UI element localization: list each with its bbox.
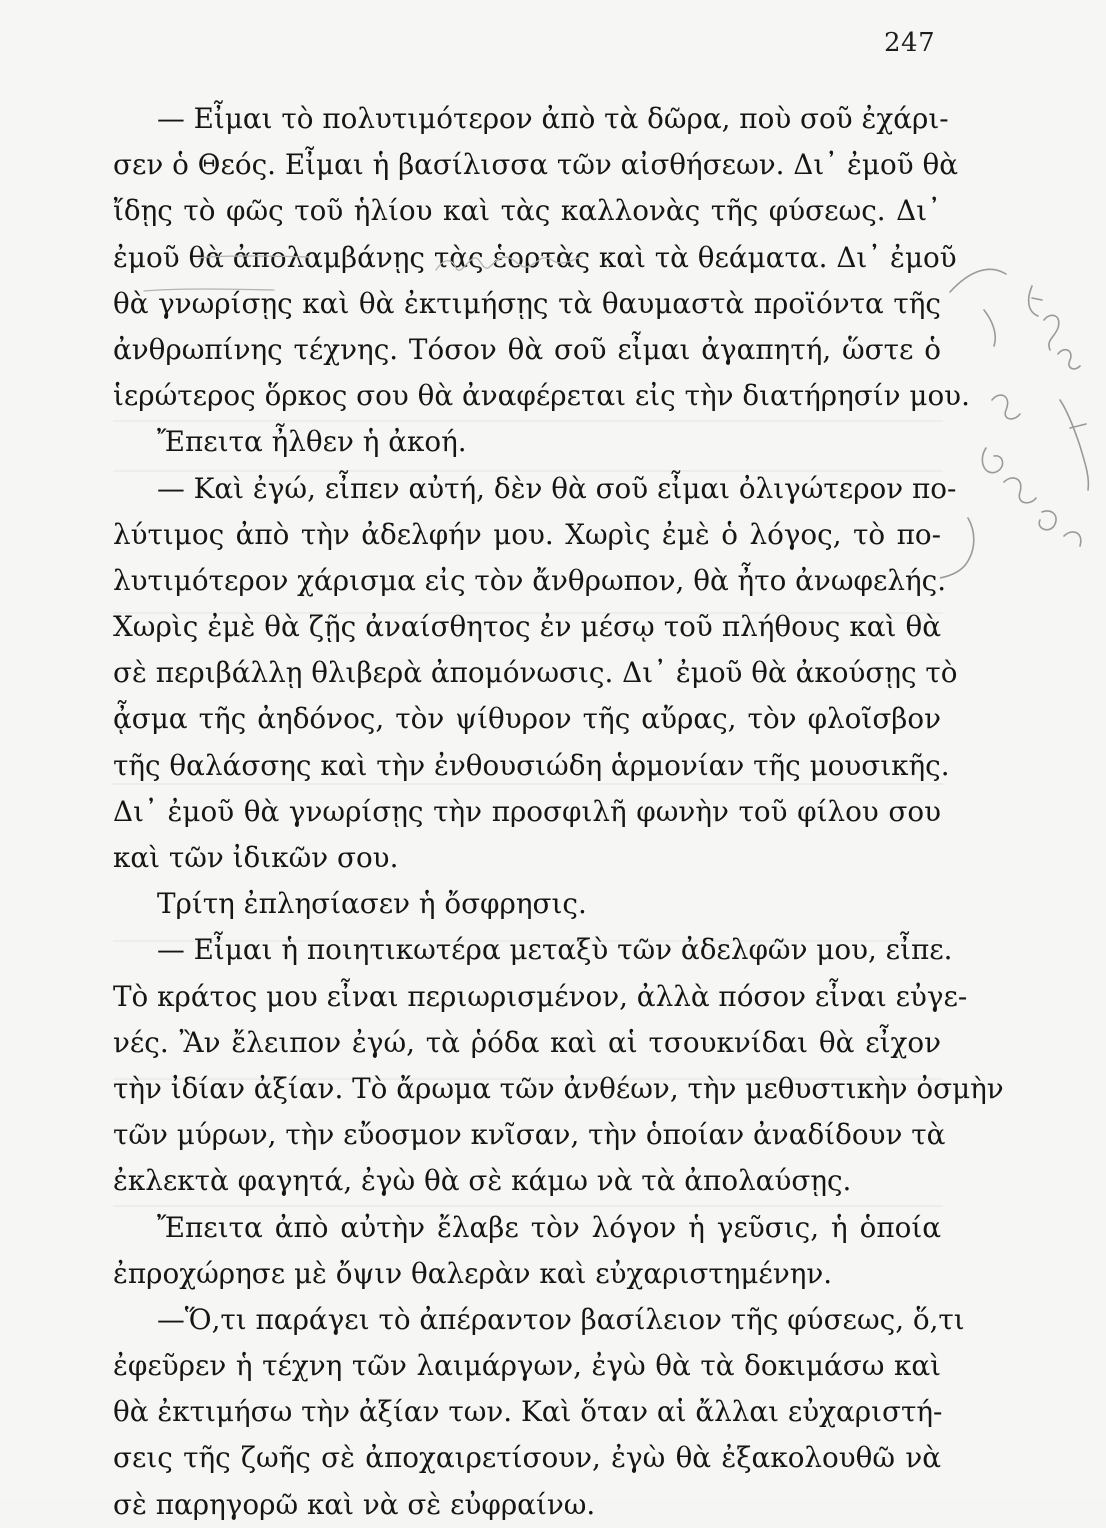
- text-line: ᾆσμα τῆς ἀηδόνος, τὸν ψίθυρον τῆς αὔρας, τὸν φλοῖσβον: [113, 702, 941, 736]
- text-line: τῆς θαλάσσης καὶ τὴν ἐνθουσιώδη ἁρμονίαν τῆς μουσικῆς.: [113, 748, 950, 782]
- page-number: 247: [884, 28, 936, 58]
- text-line: θὰ ἐκτιμήσω τὴν ἀξίαν των. Καὶ ὅταν αἱ ἄλλαι εὐχαριστή-: [113, 1395, 943, 1429]
- text-line: ἐμοῦ θὰ ἀπολαμβάνῃς τὰς ἑορτὰς καὶ τὰ θεάματα. Δι᾽ ἐμοῦ: [113, 240, 957, 274]
- margin-handwriting-mark: [940, 250, 1106, 610]
- text-line: σὲ παρηγορῶ καὶ νὰ σὲ εὐφραίνω.: [113, 1487, 596, 1521]
- text-line: λύτιμος ἀπὸ τὴν ἀδελφήν μου. Χωρὶς ἐμὲ ὁ λόγος, τὸ πο-: [113, 517, 941, 551]
- text-line: Ἔπειτα ἀπὸ αὐτὴν ἔλαβε τὸν λόγον ἡ γεῦσις, ἡ ὁποία: [157, 1210, 941, 1244]
- text-line: ἀνθρωπίνης τέχνης. Τόσον θὰ σοῦ εἶμαι ἀγαπητή, ὥστε ὁ: [113, 332, 941, 366]
- text-line: Ἔπειτα ἦλθεν ἡ ἀκοή.: [157, 425, 467, 459]
- text-line: — Εἶμαι ἡ ποιητικωτέρα μεταξὺ τῶν ἀδελφῶν μου, εἶπε.: [157, 933, 953, 967]
- text-line: Τὸ κράτος μου εἶναι περιωρισμένον, ἀλλὰ πόσον εἶναι εὐγε-: [113, 979, 968, 1013]
- text-line: Δι᾽ ἐμοῦ θὰ γνωρίσῃς τὴν προσφιλῆ φωνὴν τοῦ φίλου σου: [113, 794, 941, 828]
- text-line: Χωρὶς ἐμὲ θὰ ζῇς ἀναίσθητος ἐν μέσῳ τοῦ πλήθους καὶ θὰ: [113, 610, 941, 644]
- text-line: σὲ περιβάλλῃ θλιβερὰ ἀπομόνωσις. Δι᾽ ἐμοῦ θὰ ἀκούσῃς τὸ: [113, 656, 958, 690]
- text-line: λυτιμότερον χάρισμα εἰς τὸν ἄνθρωπον, θὰ ἦτο ἀνωφελής.: [113, 563, 947, 597]
- text-line: θὰ γνωρίσῃς καὶ θὰ ἐκτιμήσῃς τὰ θαυμαστὰ προϊόντα τῆς: [113, 286, 941, 320]
- text-line: ἐκλεκτὰ φαγητά, ἐγὼ θὰ σὲ κάμω νὰ τὰ ἀπολαύσῃς.: [113, 1164, 852, 1198]
- text-line: σεν ὁ Θεός. Εἶμαι ἡ βασίλισσα τῶν αἰσθήσεων. Δι᾽ ἐμοῦ θὰ: [113, 148, 958, 182]
- text-line: ἐπροχώρησε μὲ ὄψιν θαλερὰν καὶ εὐχαριστημένην.: [113, 1256, 833, 1290]
- text-line: ἱερώτερος ὅρκος σου θὰ ἀναφέρεται εἰς τὴν διατήρησίν μου.: [113, 379, 970, 413]
- text-line: ἴδῃς τὸ φῶς τοῦ ἡλίου καὶ τὰς καλλονὰς τῆς φύσεως. Δι᾽: [113, 194, 941, 228]
- text-line: Τρίτη ἐπλησίασεν ἡ ὄσφρησις.: [157, 887, 587, 921]
- text-line: — Καὶ ἐγώ, εἶπεν αὐτή, δὲν θὰ σοῦ εἶμαι ὀλιγώτερον πο-: [157, 471, 957, 505]
- body-text: [113, 96, 1004, 1528]
- text-line: ἐφεῦρεν ἡ τέχνη τῶν λαιμάργων, ἐγὼ θὰ τὰ δοκιμάσω καὶ: [113, 1349, 941, 1383]
- text-line: —Ὅ,τι παράγει τὸ ἀπέραντον βασίλειον τῆς φύσεως, ὅ,τι: [157, 1302, 965, 1336]
- text-line: νές. Ἂν ἔλειπον ἐγώ, τὰ ῥόδα καὶ αἱ τσουκνίδαι θὰ εἶχον: [113, 1025, 941, 1059]
- text-line: σεις τῆς ζωῆς σὲ ἀποχαιρετίσουν, ἐγὼ θὰ ἐξακολουθῶ νὰ: [113, 1441, 941, 1475]
- text-line: τῶν μύρων, τὴν εὔοσμον κνῖσαν, τὴν ὁποίαν ἀναδίδουν τὰ: [113, 1118, 946, 1152]
- text-line: καὶ τῶν ἰδικῶν σου.: [113, 841, 399, 874]
- text-line: τὴν ἰδίαν ἀξίαν. Τὸ ἄρωμα τῶν ἀνθέων, τὴν μεθυστικὴν ὀσμὴν: [113, 1071, 1004, 1105]
- text-line: — Εἶμαι τὸ πολυτιμότερον ἀπὸ τὰ δῶρα, ποὺ σοῦ ἐχάρι-: [157, 102, 949, 135]
